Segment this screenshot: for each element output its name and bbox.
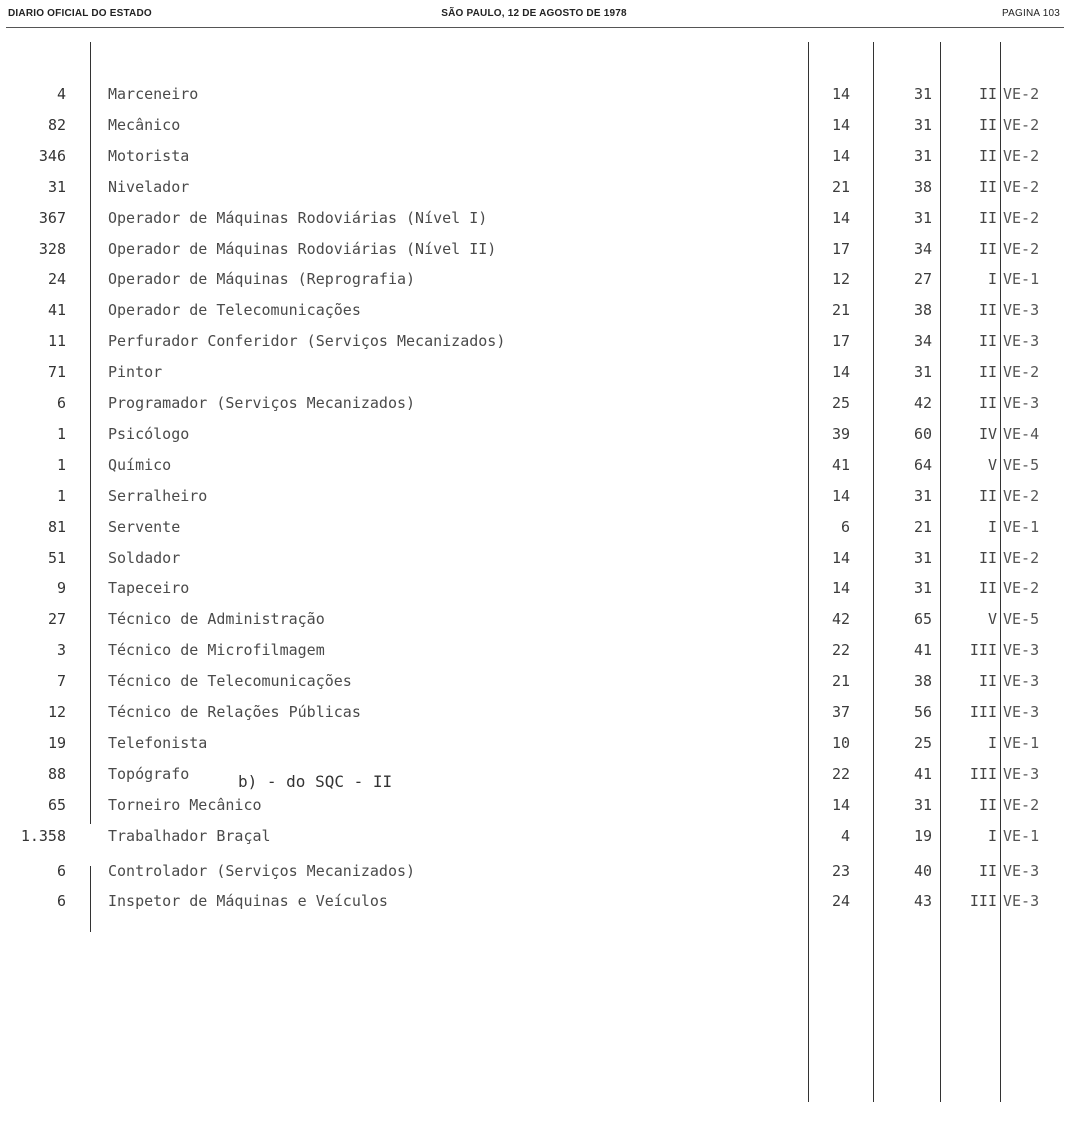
table-row (0, 543, 1068, 573)
job-title-cell: Trabalhador Braçal (108, 826, 271, 845)
grade-cell: II (978, 301, 997, 320)
grade-cell: II (978, 394, 997, 412)
grade-cell: II (978, 177, 997, 196)
level-cell: VE-1 (1003, 826, 1040, 845)
table-row (0, 295, 1068, 325)
quantity-cell: 7 (56, 672, 66, 691)
level-cell: VE-2 (1003, 115, 1040, 134)
job-title-cell: Topógrafo (108, 764, 190, 783)
grade-cell: I (987, 517, 997, 536)
grade-cell: II (978, 486, 997, 505)
reference-min-cell: 24 (831, 892, 850, 910)
level-cell: VE-2 (1003, 795, 1040, 814)
quantity-cell: 71 (47, 363, 66, 382)
level-cell: VE-3 (1003, 301, 1040, 320)
quantity-cell: 6 (56, 862, 66, 880)
grade-cell: IV (978, 424, 997, 443)
table-row (0, 234, 1068, 264)
quantity-cell: 24 (47, 270, 66, 289)
table-row (0, 203, 1068, 233)
table-row (0, 141, 1068, 171)
table-row (0, 790, 1068, 820)
reference-min-cell: 37 (831, 703, 850, 721)
reference-max-cell: 42 (913, 394, 932, 412)
grade-cell: II (978, 795, 997, 814)
reference-max-cell: 31 (913, 115, 932, 134)
level-cell: VE-2 (1003, 146, 1040, 165)
job-title-cell: Técnico de Relações Públicas (108, 703, 361, 721)
table-row (0, 172, 1068, 202)
reference-min-cell: 42 (831, 610, 850, 629)
quantity-cell: 6 (56, 892, 66, 910)
table-row (0, 728, 1068, 758)
level-cell: VE-2 (1003, 85, 1040, 103)
grade-cell: III (969, 892, 997, 910)
quantity-cell: 51 (47, 548, 66, 567)
reference-min-cell: 41 (831, 455, 850, 474)
page-number: PAGINA 103 (1002, 8, 1060, 19)
grade-cell: V (987, 455, 997, 474)
job-title-cell: Servente (108, 517, 181, 536)
reference-max-cell: 31 (913, 795, 932, 814)
reference-max-cell: 64 (913, 455, 932, 474)
reference-min-cell: 17 (831, 239, 850, 258)
publication-date: SÃO PAULO, 12 DE AGOSTO DE 1978 (441, 8, 627, 19)
table-row (0, 666, 1068, 696)
quantity-cell: 12 (47, 703, 66, 721)
reference-min-cell: 21 (831, 301, 850, 320)
table-row (0, 573, 1068, 603)
header-rule (6, 27, 1064, 28)
job-title-cell: Operador de Máquinas Rodoviárias (Nível II) (108, 239, 497, 258)
grade-cell: II (978, 363, 997, 382)
reference-min-cell: 14 (831, 486, 850, 505)
reference-min-cell: 14 (831, 795, 850, 814)
table-row (0, 450, 1068, 480)
quantity-cell: 11 (47, 332, 66, 351)
job-title-cell: Nivelador (108, 177, 190, 196)
job-title-cell: Químico (108, 455, 172, 474)
reference-min-cell: 14 (831, 579, 850, 598)
reference-max-cell: 27 (913, 270, 932, 289)
level-cell: VE-2 (1003, 177, 1040, 196)
level-cell: VE-3 (1003, 862, 1040, 880)
table-row (0, 697, 1068, 727)
quantity-cell: 367 (38, 208, 66, 227)
level-cell: VE-5 (1003, 455, 1040, 474)
grade-cell: II (978, 579, 997, 598)
job-title-cell: Controlador (Serviços Mecanizados) (108, 862, 416, 880)
job-title-cell: Operador de Máquinas (Reprografia) (108, 270, 416, 289)
level-cell: VE-1 (1003, 733, 1040, 752)
job-title-cell: Operador de Telecomunicações (108, 301, 361, 320)
table-row (0, 604, 1068, 634)
job-title-cell: Inspetor de Máquinas e Veículos (108, 892, 388, 910)
grade-cell: V (987, 610, 997, 629)
reference-min-cell: 14 (831, 85, 850, 103)
reference-max-cell: 41 (913, 764, 932, 783)
table-row (0, 886, 1068, 916)
quantity-cell: 4 (56, 85, 66, 103)
reference-min-cell: 14 (831, 208, 850, 227)
grade-cell: II (978, 332, 997, 351)
reference-min-cell: 25 (831, 394, 850, 412)
reference-max-cell: 56 (913, 703, 932, 721)
job-title-cell: Mecânico (108, 115, 181, 134)
level-cell: VE-3 (1003, 332, 1040, 351)
reference-max-cell: 31 (913, 363, 932, 382)
table-row (0, 326, 1068, 356)
reference-max-cell: 31 (913, 208, 932, 227)
reference-min-cell: 22 (831, 641, 850, 660)
publication-name: DIARIO OFICIAL DO ESTADO (8, 8, 152, 19)
reference-min-cell: 21 (831, 672, 850, 691)
level-cell: VE-1 (1003, 517, 1040, 536)
quantity-cell: 9 (56, 579, 66, 598)
level-cell: VE-4 (1003, 424, 1040, 443)
reference-min-cell: 14 (831, 548, 850, 567)
section-subheading: b) - do SQC - II (238, 772, 393, 791)
reference-min-cell: 21 (831, 177, 850, 196)
quantity-cell: 6 (56, 394, 66, 412)
reference-min-cell: 4 (840, 826, 850, 845)
grade-cell: II (978, 146, 997, 165)
job-title-cell: Torneiro Mecânico (108, 795, 262, 814)
job-title-cell: Técnico de Administração (108, 610, 325, 629)
quantity-cell: 82 (47, 115, 66, 134)
reference-max-cell: 19 (913, 826, 932, 845)
quantity-cell: 1 (56, 486, 66, 505)
reference-min-cell: 23 (831, 862, 850, 880)
level-cell: VE-3 (1003, 394, 1040, 412)
job-title-cell: Soldador (108, 548, 181, 567)
table-row (0, 357, 1068, 387)
table-row (0, 110, 1068, 140)
level-cell: VE-3 (1003, 764, 1040, 783)
level-cell: VE-2 (1003, 208, 1040, 227)
reference-max-cell: 21 (913, 517, 932, 536)
reference-max-cell: 31 (913, 579, 932, 598)
table-row (0, 264, 1068, 294)
job-title-cell: Perfurador Conferidor (Serviços Mecanizados) (108, 332, 506, 351)
quantity-cell: 88 (47, 764, 66, 783)
quantity-cell: 81 (47, 517, 66, 536)
quantity-cell: 31 (47, 177, 66, 196)
job-title-cell: Marceneiro (108, 85, 199, 103)
table-row (0, 512, 1068, 542)
job-title-cell: Pintor (108, 363, 163, 382)
level-cell: VE-3 (1003, 641, 1040, 660)
reference-max-cell: 60 (913, 424, 932, 443)
level-cell: VE-3 (1003, 703, 1040, 721)
quantity-cell: 27 (47, 610, 66, 629)
grade-cell: II (978, 548, 997, 567)
reference-max-cell: 31 (913, 486, 932, 505)
level-cell: VE-3 (1003, 672, 1040, 691)
table-row (0, 759, 1068, 789)
quantity-cell: 328 (38, 239, 66, 258)
reference-max-cell: 38 (913, 301, 932, 320)
quantity-cell: 19 (47, 733, 66, 752)
job-title-cell: Técnico de Microfilmagem (108, 641, 325, 660)
job-title-cell: Telefonista (108, 733, 208, 752)
grade-cell: I (987, 826, 997, 845)
quantity-cell: 1 (56, 455, 66, 474)
table-row (0, 419, 1068, 449)
reference-max-cell: 41 (913, 641, 932, 660)
reference-min-cell: 12 (831, 270, 850, 289)
job-title-cell: Programador (Serviços Mecanizados) (108, 394, 416, 412)
reference-min-cell: 6 (840, 517, 850, 536)
table-row (0, 388, 1068, 418)
level-cell: VE-2 (1003, 548, 1040, 567)
level-cell: VE-2 (1003, 363, 1040, 382)
table-row (0, 481, 1068, 511)
reference-max-cell: 34 (913, 332, 932, 351)
grade-cell: II (978, 85, 997, 103)
level-cell: VE-2 (1003, 239, 1040, 258)
grade-cell: II (978, 239, 997, 258)
reference-min-cell: 14 (831, 146, 850, 165)
reference-max-cell: 38 (913, 177, 932, 196)
reference-max-cell: 31 (913, 85, 932, 103)
job-title-cell: Operador de Máquinas Rodoviárias (Nível I) (108, 208, 488, 227)
reference-max-cell: 25 (913, 733, 932, 752)
grade-cell: II (978, 862, 997, 880)
level-cell: VE-1 (1003, 270, 1040, 289)
reference-min-cell: 22 (831, 764, 850, 783)
grade-cell: II (978, 672, 997, 691)
grade-cell: III (969, 764, 997, 783)
reference-min-cell: 17 (831, 332, 850, 351)
reference-max-cell: 31 (913, 146, 932, 165)
job-title-cell: Tapeceiro (108, 579, 190, 598)
table-row (0, 856, 1068, 886)
job-title-cell: Serralheiro (108, 486, 208, 505)
level-cell: VE-2 (1003, 579, 1040, 598)
job-title-cell: Psicólogo (108, 424, 190, 443)
quantity-cell: 346 (38, 146, 66, 165)
grade-cell: I (987, 733, 997, 752)
table-row (0, 635, 1068, 665)
table-row (0, 79, 1068, 109)
reference-max-cell: 34 (913, 239, 932, 258)
level-cell: VE-5 (1003, 610, 1040, 629)
quantity-cell: 1 (56, 424, 66, 443)
job-title-cell: Técnico de Telecomunicações (108, 672, 352, 691)
reference-min-cell: 39 (831, 424, 850, 443)
job-title-cell: Motorista (108, 146, 190, 165)
reference-max-cell: 31 (913, 548, 932, 567)
grade-cell: III (969, 703, 997, 721)
table-row (0, 821, 1068, 851)
reference-max-cell: 43 (913, 892, 932, 910)
quantity-cell: 65 (47, 795, 66, 814)
reference-min-cell: 14 (831, 363, 850, 382)
quantity-cell: 41 (47, 301, 66, 320)
quantity-cell: 1.358 (20, 826, 66, 845)
level-cell: VE-3 (1003, 892, 1040, 910)
grade-cell: II (978, 115, 997, 134)
reference-max-cell: 40 (913, 862, 932, 880)
reference-min-cell: 14 (831, 115, 850, 134)
level-cell: VE-2 (1003, 486, 1040, 505)
grade-cell: I (987, 270, 997, 289)
reference-max-cell: 38 (913, 672, 932, 691)
quantity-cell: 3 (56, 641, 66, 660)
reference-min-cell: 10 (831, 733, 850, 752)
grade-cell: III (969, 641, 997, 660)
reference-max-cell: 65 (913, 610, 932, 629)
grade-cell: II (978, 208, 997, 227)
